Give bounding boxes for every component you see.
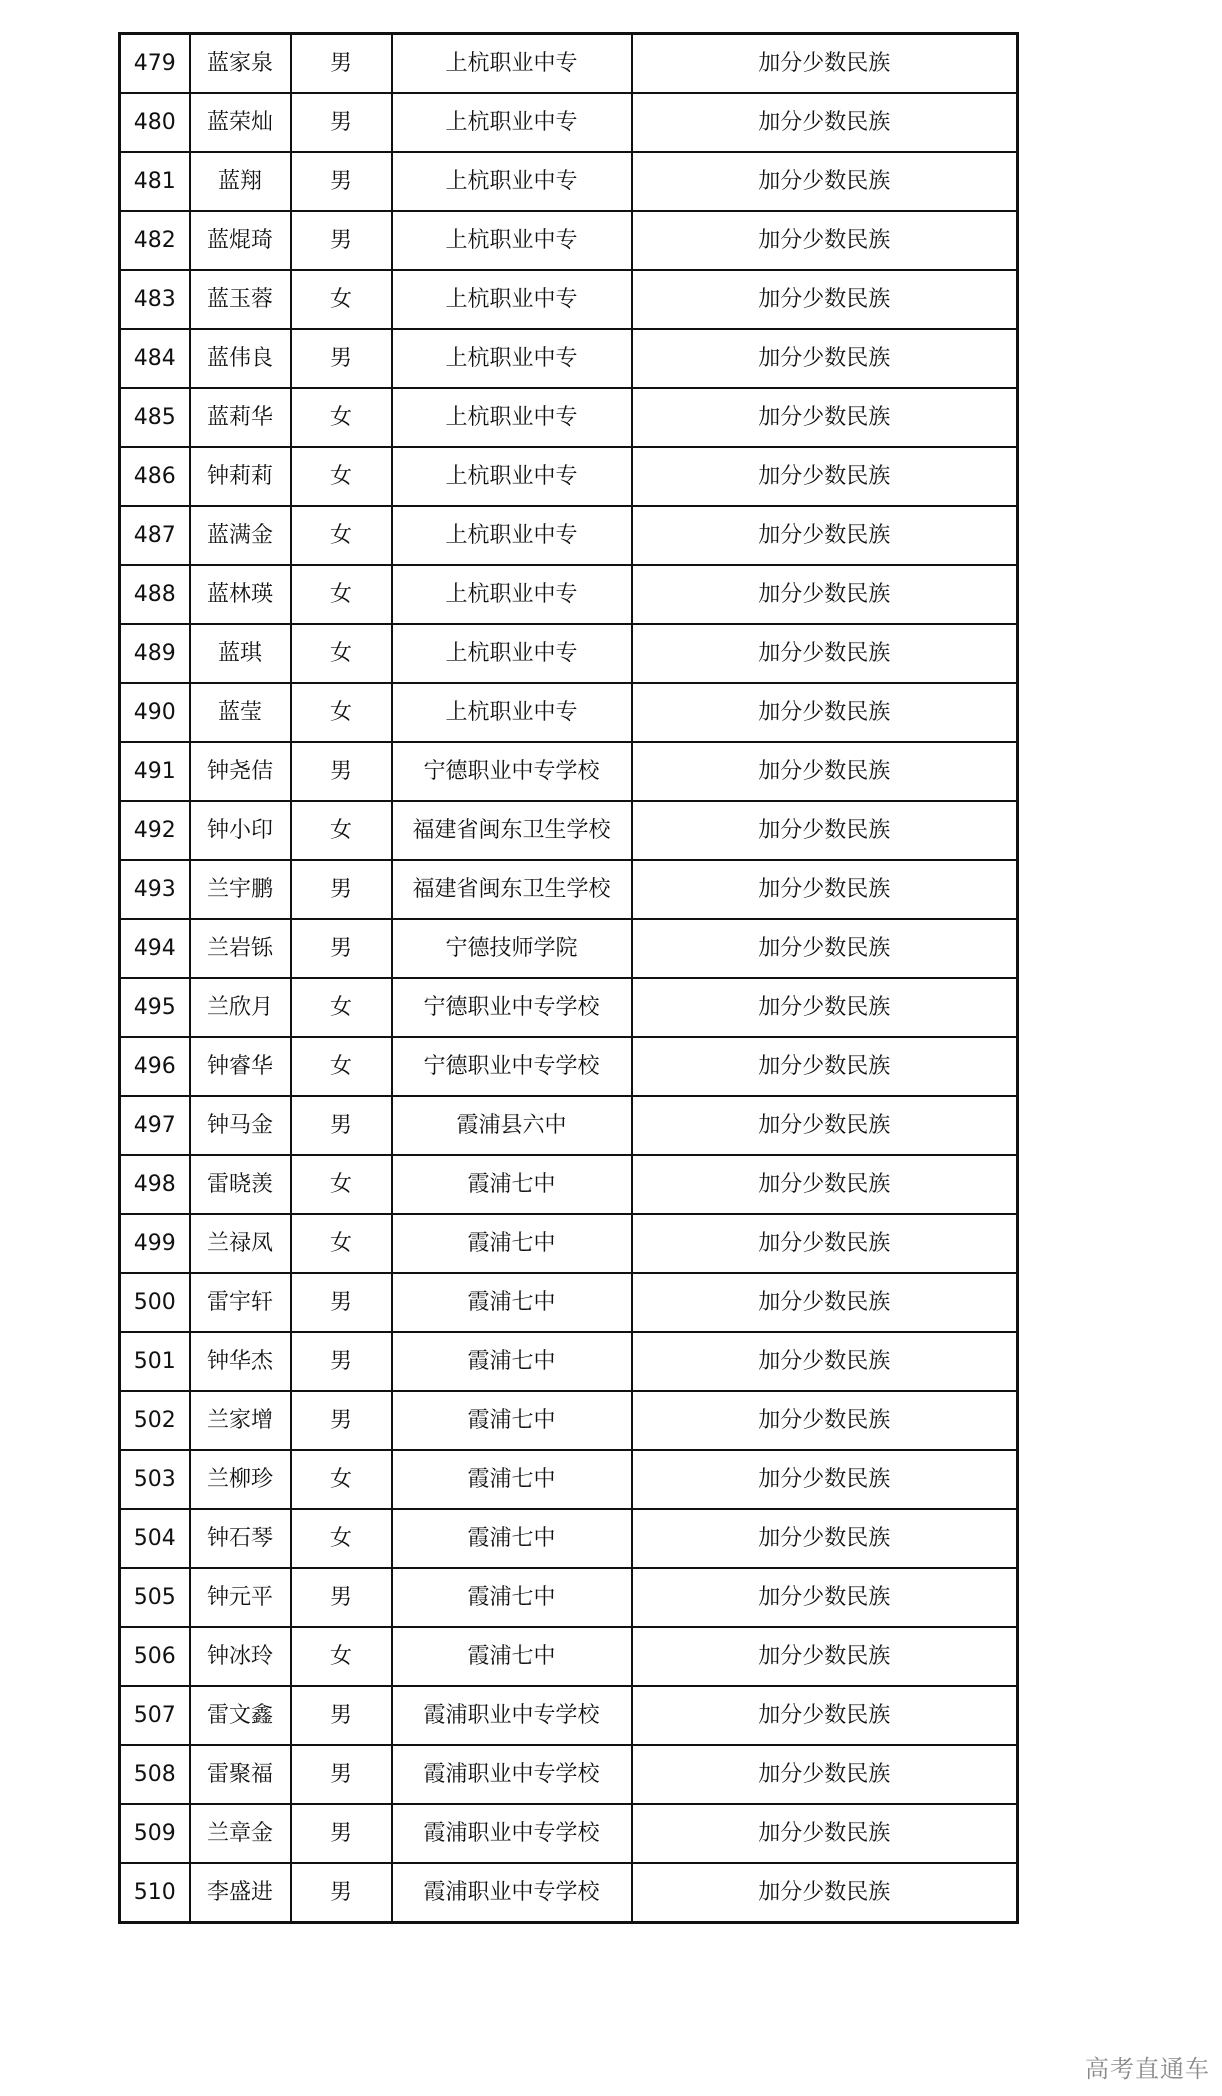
- school-cell: 霞浦七中: [392, 1568, 632, 1627]
- student-name-cell: 蓝莉华: [190, 388, 291, 447]
- table-row: [120, 388, 1018, 447]
- remark-cell: 加分少数民族: [632, 742, 1018, 801]
- gender-cell: 女: [291, 978, 392, 1037]
- table-row: [120, 1273, 1018, 1332]
- school-cell: 宁德技师学院: [392, 919, 632, 978]
- table-row: [120, 506, 1018, 565]
- table-row: [120, 34, 1018, 94]
- table-row: [120, 1568, 1018, 1627]
- row-number-cell: 496: [120, 1037, 190, 1096]
- table-row: [120, 447, 1018, 506]
- remark-cell: 加分少数民族: [632, 1391, 1018, 1450]
- school-cell: 上杭职业中专: [392, 211, 632, 270]
- table-row: [120, 683, 1018, 742]
- gender-cell: 男: [291, 742, 392, 801]
- student-name-cell: 雷聚福: [190, 1745, 291, 1804]
- table-row: [120, 801, 1018, 860]
- row-number-cell: 488: [120, 565, 190, 624]
- student-name-cell: 兰禄凤: [190, 1214, 291, 1273]
- gender-cell: 男: [291, 1745, 392, 1804]
- gender-cell: 男: [291, 919, 392, 978]
- table-row: [120, 1804, 1018, 1863]
- student-name-cell: 钟睿华: [190, 1037, 291, 1096]
- row-number-cell: 506: [120, 1627, 190, 1686]
- gender-cell: 女: [291, 1627, 392, 1686]
- student-name-cell: 兰宇鹏: [190, 860, 291, 919]
- school-cell: 福建省闽东卫生学校: [392, 860, 632, 919]
- remark-cell: 加分少数民族: [632, 1863, 1018, 1923]
- remark-cell: 加分少数民族: [632, 447, 1018, 506]
- remark-cell: 加分少数民族: [632, 624, 1018, 683]
- student-name-cell: 钟元平: [190, 1568, 291, 1627]
- table-row: [120, 211, 1018, 270]
- watermark-text: 高考直通车: [1085, 2055, 1210, 2083]
- row-number-cell: 500: [120, 1273, 190, 1332]
- school-cell: 上杭职业中专: [392, 624, 632, 683]
- school-cell: 上杭职业中专: [392, 329, 632, 388]
- remark-cell: 加分少数民族: [632, 683, 1018, 742]
- table-row: [120, 624, 1018, 683]
- gender-cell: 女: [291, 1450, 392, 1509]
- gender-cell: 女: [291, 1155, 392, 1214]
- student-name-cell: 蓝琪: [190, 624, 291, 683]
- student-name-cell: 蓝玉蓉: [190, 270, 291, 329]
- row-number-cell: 497: [120, 1096, 190, 1155]
- student-name-cell: 李盛进: [190, 1863, 291, 1923]
- table-row: [120, 1509, 1018, 1568]
- row-number-cell: 490: [120, 683, 190, 742]
- table-row: [120, 1450, 1018, 1509]
- gender-cell: 男: [291, 1096, 392, 1155]
- row-number-cell: 486: [120, 447, 190, 506]
- student-name-cell: 蓝莹: [190, 683, 291, 742]
- student-name-cell: 钟冰玲: [190, 1627, 291, 1686]
- school-cell: 霞浦七中: [392, 1627, 632, 1686]
- gender-cell: 男: [291, 1804, 392, 1863]
- table-row: [120, 329, 1018, 388]
- row-number-cell: 499: [120, 1214, 190, 1273]
- school-cell: 霞浦职业中专学校: [392, 1863, 632, 1923]
- gender-cell: 男: [291, 1273, 392, 1332]
- row-number-cell: 502: [120, 1391, 190, 1450]
- remark-cell: 加分少数民族: [632, 1096, 1018, 1155]
- remark-cell: 加分少数民族: [632, 34, 1018, 94]
- gender-cell: 男: [291, 1863, 392, 1923]
- table-row: [120, 270, 1018, 329]
- school-cell: 霞浦七中: [392, 1155, 632, 1214]
- student-name-cell: 钟莉莉: [190, 447, 291, 506]
- remark-cell: 加分少数民族: [632, 329, 1018, 388]
- row-number-cell: 487: [120, 506, 190, 565]
- row-number-cell: 504: [120, 1509, 190, 1568]
- remark-cell: 加分少数民族: [632, 1627, 1018, 1686]
- row-number-cell: 484: [120, 329, 190, 388]
- gender-cell: 男: [291, 860, 392, 919]
- gender-cell: 男: [291, 34, 392, 94]
- row-number-cell: 508: [120, 1745, 190, 1804]
- remark-cell: 加分少数民族: [632, 1273, 1018, 1332]
- remark-cell: 加分少数民族: [632, 1686, 1018, 1745]
- remark-cell: 加分少数民族: [632, 93, 1018, 152]
- table-row: [120, 1096, 1018, 1155]
- gender-cell: 女: [291, 801, 392, 860]
- table-row: [120, 1745, 1018, 1804]
- row-number-cell: 510: [120, 1863, 190, 1923]
- remark-cell: 加分少数民族: [632, 1745, 1018, 1804]
- student-name-cell: 蓝焜琦: [190, 211, 291, 270]
- remark-cell: 加分少数民族: [632, 1214, 1018, 1273]
- gender-cell: 女: [291, 683, 392, 742]
- student-name-cell: 蓝家泉: [190, 34, 291, 94]
- school-cell: 上杭职业中专: [392, 565, 632, 624]
- roster-table: [118, 32, 1019, 1924]
- gender-cell: 男: [291, 1332, 392, 1391]
- table-row: [120, 1391, 1018, 1450]
- remark-cell: 加分少数民族: [632, 1450, 1018, 1509]
- row-number-cell: 482: [120, 211, 190, 270]
- row-number-cell: 481: [120, 152, 190, 211]
- remark-cell: 加分少数民族: [632, 1509, 1018, 1568]
- row-number-cell: 480: [120, 93, 190, 152]
- school-cell: 上杭职业中专: [392, 506, 632, 565]
- gender-cell: 女: [291, 624, 392, 683]
- remark-cell: 加分少数民族: [632, 152, 1018, 211]
- gender-cell: 男: [291, 1391, 392, 1450]
- remark-cell: 加分少数民族: [632, 978, 1018, 1037]
- student-name-cell: 钟石琴: [190, 1509, 291, 1568]
- table-row: [120, 1037, 1018, 1096]
- student-name-cell: 兰家增: [190, 1391, 291, 1450]
- school-cell: 霞浦职业中专学校: [392, 1804, 632, 1863]
- gender-cell: 女: [291, 1509, 392, 1568]
- student-name-cell: 雷文鑫: [190, 1686, 291, 1745]
- gender-cell: 男: [291, 1686, 392, 1745]
- row-number-cell: 483: [120, 270, 190, 329]
- student-name-cell: 蓝林瑛: [190, 565, 291, 624]
- row-number-cell: 495: [120, 978, 190, 1037]
- school-cell: 上杭职业中专: [392, 447, 632, 506]
- gender-cell: 女: [291, 447, 392, 506]
- student-name-cell: 蓝荣灿: [190, 93, 291, 152]
- school-cell: 霞浦七中: [392, 1214, 632, 1273]
- row-number-cell: 509: [120, 1804, 190, 1863]
- gender-cell: 女: [291, 1037, 392, 1096]
- school-cell: 宁德职业中专学校: [392, 742, 632, 801]
- row-number-cell: 501: [120, 1332, 190, 1391]
- school-cell: 宁德职业中专学校: [392, 978, 632, 1037]
- student-name-cell: 兰章金: [190, 1804, 291, 1863]
- student-name-cell: 钟华杰: [190, 1332, 291, 1391]
- row-number-cell: 489: [120, 624, 190, 683]
- gender-cell: 女: [291, 388, 392, 447]
- gender-cell: 男: [291, 211, 392, 270]
- student-name-cell: 钟尧佶: [190, 742, 291, 801]
- student-name-cell: 钟马金: [190, 1096, 291, 1155]
- gender-cell: 男: [291, 1568, 392, 1627]
- table-row: [120, 978, 1018, 1037]
- school-cell: 上杭职业中专: [392, 270, 632, 329]
- row-number-cell: 498: [120, 1155, 190, 1214]
- student-name-cell: 雷晓羡: [190, 1155, 291, 1214]
- student-name-cell: 兰柳珍: [190, 1450, 291, 1509]
- table-row: [120, 919, 1018, 978]
- school-cell: 上杭职业中专: [392, 388, 632, 447]
- remark-cell: 加分少数民族: [632, 565, 1018, 624]
- gender-cell: 男: [291, 93, 392, 152]
- remark-cell: 加分少数民族: [632, 1332, 1018, 1391]
- remark-cell: 加分少数民族: [632, 211, 1018, 270]
- table-row: [120, 565, 1018, 624]
- school-cell: 上杭职业中专: [392, 34, 632, 94]
- remark-cell: 加分少数民族: [632, 506, 1018, 565]
- remark-cell: 加分少数民族: [632, 270, 1018, 329]
- school-cell: 霞浦七中: [392, 1273, 632, 1332]
- table-row: [120, 152, 1018, 211]
- row-number-cell: 505: [120, 1568, 190, 1627]
- table-row: [120, 860, 1018, 919]
- table-row: [120, 1214, 1018, 1273]
- row-number-cell: 494: [120, 919, 190, 978]
- school-cell: 霞浦职业中专学校: [392, 1686, 632, 1745]
- row-number-cell: 507: [120, 1686, 190, 1745]
- student-name-cell: 蓝翔: [190, 152, 291, 211]
- school-cell: 宁德职业中专学校: [392, 1037, 632, 1096]
- gender-cell: 女: [291, 506, 392, 565]
- student-name-cell: 蓝伟良: [190, 329, 291, 388]
- remark-cell: 加分少数民族: [632, 801, 1018, 860]
- row-number-cell: 479: [120, 34, 190, 94]
- school-cell: 霞浦县六中: [392, 1096, 632, 1155]
- school-cell: 上杭职业中专: [392, 152, 632, 211]
- student-name-cell: 钟小印: [190, 801, 291, 860]
- school-cell: 上杭职业中专: [392, 683, 632, 742]
- school-cell: 霞浦七中: [392, 1391, 632, 1450]
- gender-cell: 女: [291, 565, 392, 624]
- table-row: [120, 1155, 1018, 1214]
- school-cell: 霞浦七中: [392, 1332, 632, 1391]
- remark-cell: 加分少数民族: [632, 1568, 1018, 1627]
- gender-cell: 女: [291, 270, 392, 329]
- row-number-cell: 503: [120, 1450, 190, 1509]
- student-name-cell: 兰欣月: [190, 978, 291, 1037]
- school-cell: 霞浦职业中专学校: [392, 1745, 632, 1804]
- gender-cell: 女: [291, 1214, 392, 1273]
- school-cell: 霞浦七中: [392, 1450, 632, 1509]
- remark-cell: 加分少数民族: [632, 860, 1018, 919]
- remark-cell: 加分少数民族: [632, 919, 1018, 978]
- school-cell: 霞浦七中: [392, 1509, 632, 1568]
- remark-cell: 加分少数民族: [632, 1037, 1018, 1096]
- row-number-cell: 485: [120, 388, 190, 447]
- roster-sheet: [118, 32, 1016, 1924]
- table-row: [120, 1686, 1018, 1745]
- row-number-cell: 493: [120, 860, 190, 919]
- table-row: [120, 1627, 1018, 1686]
- gender-cell: 男: [291, 329, 392, 388]
- row-number-cell: 492: [120, 801, 190, 860]
- student-name-cell: 蓝满金: [190, 506, 291, 565]
- student-name-cell: 雷宇轩: [190, 1273, 291, 1332]
- table-row: [120, 1332, 1018, 1391]
- table-row: [120, 1863, 1018, 1923]
- student-name-cell: 兰岩铄: [190, 919, 291, 978]
- table-row: [120, 93, 1018, 152]
- gender-cell: 男: [291, 152, 392, 211]
- row-number-cell: 491: [120, 742, 190, 801]
- remark-cell: 加分少数民族: [632, 1804, 1018, 1863]
- school-cell: 福建省闽东卫生学校: [392, 801, 632, 860]
- remark-cell: 加分少数民族: [632, 1155, 1018, 1214]
- table-row: [120, 742, 1018, 801]
- remark-cell: 加分少数民族: [632, 388, 1018, 447]
- roster-table-body: [120, 34, 1018, 1923]
- school-cell: 上杭职业中专: [392, 93, 632, 152]
